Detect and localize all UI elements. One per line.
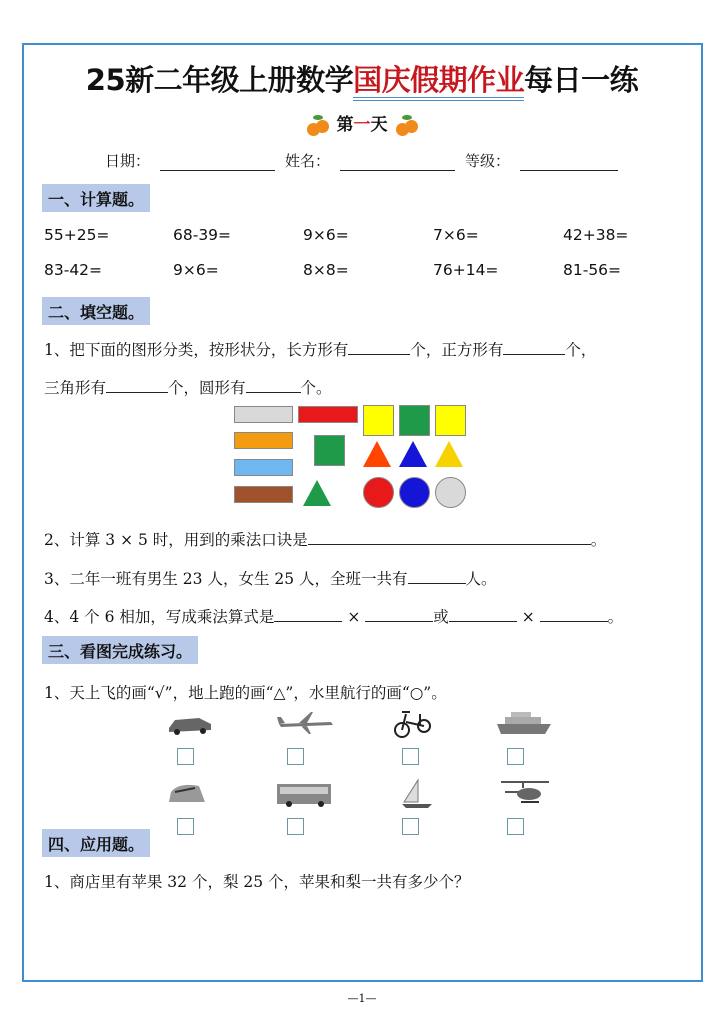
name-label: 姓名： [285,152,331,170]
square-shape [435,405,466,436]
answer-checkbox[interactable] [402,818,419,835]
airplane-icon [275,708,335,744]
helicopter-icon [495,778,555,814]
calc-problem: 8×8= [303,261,349,279]
q-text: 人。 [465,570,497,588]
or-text: 或 [433,608,449,626]
rectangle-shape [234,486,293,503]
triangle-shape [303,480,331,506]
fill-question-1 [44,338,596,360]
picture-instruction: 1、天上飞的画“√”，地上跑的画“△”，水里航行的画“○”。 [44,684,447,702]
day-suffix: 天 [370,115,388,135]
calc-problem: 42+38= [563,226,629,244]
q-text: 。 [590,531,607,549]
rectangle-shape [234,432,293,449]
fill-question-2 [44,528,606,550]
times-sign: × [347,608,361,626]
answer-blank[interactable] [274,608,342,622]
calc-problem: 83-42= [44,261,103,279]
ship-icon [495,708,555,744]
answer-checkbox[interactable] [507,818,524,835]
answer-blank[interactable] [106,379,168,393]
calc-problem: 81-56= [563,261,622,279]
answer-checkbox[interactable] [287,748,304,765]
square-shape [399,405,430,436]
section-header: 一、计算题。 [42,184,150,212]
answer-blank[interactable] [408,570,466,584]
sailboat-icon [390,778,450,814]
answer-blank[interactable] [540,608,608,622]
square-shape [363,405,394,436]
calc-problem: 76+14= [433,261,499,279]
fill-question-4 [44,605,623,627]
answer-blank[interactable] [449,608,517,622]
section-header: 三、看图完成练习。 [42,636,198,664]
student-info [105,150,628,171]
rectangle-shape [234,406,293,423]
bicycle-icon [390,708,450,744]
title-prefix: 25新二年级上册数学 [85,63,354,97]
answer-blank[interactable] [503,341,565,355]
q-text: 4、4 个 6 相加，写成乘法算式是 [44,608,275,626]
calc-problem: 7×6= [433,226,479,244]
orange-icon [394,115,420,137]
answer-blank[interactable] [308,531,591,545]
q-text: 个，圆形有 [168,379,246,397]
rectangle-shape [234,459,293,476]
page-title [0,58,724,99]
square-shape [314,435,345,466]
answer-checkbox[interactable] [507,748,524,765]
rectangle-shape [298,406,358,423]
answer-blank[interactable] [365,608,433,622]
calc-problem: 55+25= [44,226,110,244]
q-text: 个。 [300,379,332,397]
word-problem-1: 1、商店里有苹果 32 个，梨 25 个，苹果和梨一共有多少个？ [44,873,470,891]
grade-field[interactable] [520,155,618,171]
title-suffix: 每日一练 [524,63,639,97]
answer-checkbox[interactable] [177,748,194,765]
date-field[interactable] [160,155,275,171]
answer-checkbox[interactable] [287,818,304,835]
train-icon [165,778,225,814]
q-text: 2、计算 3 × 5 时，用到的乘法口诀是 [44,531,308,549]
calc-problem: 68-39= [173,226,232,244]
answer-checkbox[interactable] [402,748,419,765]
q-text: 三角形有 [44,379,107,397]
circle-shape [399,477,430,508]
triangle-shape [399,441,427,467]
answer-checkbox[interactable] [177,818,194,835]
date-label: 日期： [105,152,151,170]
bus-icon [275,778,335,814]
triangle-shape [435,441,463,467]
orange-icon [305,115,331,137]
page-number: —1— [347,992,377,1005]
circle-shape [363,477,394,508]
circle-shape [435,477,466,508]
fill-question-3 [44,567,497,589]
answer-blank[interactable] [246,379,301,393]
car-icon [165,708,225,744]
section-header: 二、填空题。 [42,297,150,325]
name-field[interactable] [340,155,455,171]
q-text: 1、把下面的图形分类，按形状分，长方形有 [44,341,349,359]
q-text: 个， [565,341,597,359]
q-text: 个，正方形有 [410,341,504,359]
q-text: 3、二年一班有男生 23 人，女生 25 人，全班一共有 [44,570,408,588]
title-highlight: 国庆假期作业 [353,63,524,101]
q-text: 。 [607,608,624,626]
day-number: 一 [353,115,371,135]
section-header: 四、应用题。 [42,829,150,857]
grade-label: 等级： [465,152,511,170]
day-heading [0,110,724,137]
calc-problem: 9×6= [173,261,219,279]
times-sign: × [521,608,535,626]
answer-blank[interactable] [348,341,410,355]
day-prefix: 第 [336,115,354,135]
fill-question-1-cont [44,376,332,398]
triangle-shape [363,441,391,467]
calc-problem: 9×6= [303,226,349,244]
